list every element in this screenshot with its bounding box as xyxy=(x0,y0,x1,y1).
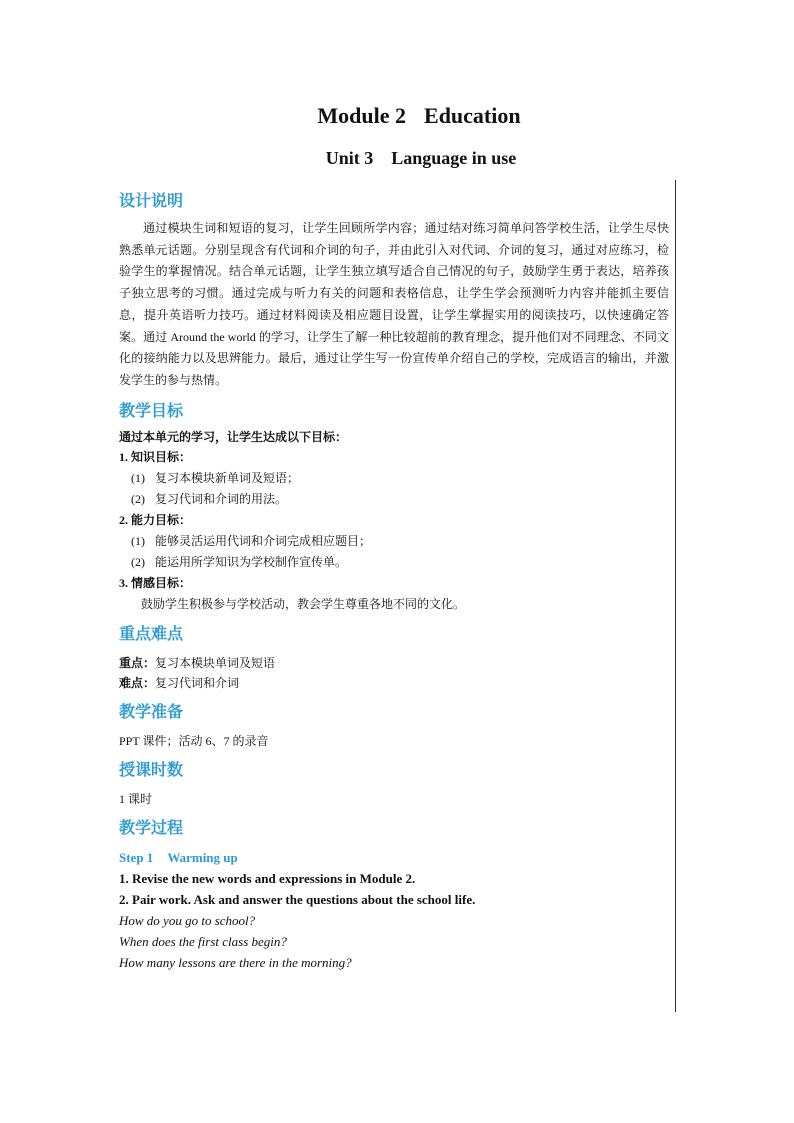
emotion-goal-title: 3. 情感目标： xyxy=(119,575,192,590)
process-section xyxy=(119,817,669,973)
instruction-line: 1. Revise the new words and expressions in Module 2. xyxy=(119,870,416,886)
difficult-point-line xyxy=(119,673,669,693)
item-number: (2) xyxy=(131,554,145,569)
ability-goal-item xyxy=(119,552,669,573)
section-heading-time: 授课时数 xyxy=(119,759,184,779)
section-heading-goals: 教学目标 xyxy=(119,400,184,420)
knowledge-goal-item xyxy=(119,468,669,489)
time-section xyxy=(119,759,669,809)
unit-topic: Language in use xyxy=(391,148,517,168)
design-section xyxy=(119,190,669,392)
item-text: 复习代词和介词的用法。 xyxy=(155,491,288,506)
question-line: How many lessons are there in the morning? xyxy=(119,954,352,970)
item-number: (1) xyxy=(131,470,145,485)
unit-title xyxy=(0,148,794,169)
step-title: Warming up xyxy=(167,849,238,865)
module-label: Module 2 xyxy=(317,103,407,128)
ability-goal-item xyxy=(119,531,669,552)
preparation-text: PPT 课件；活动 6、7 的录音 xyxy=(119,733,269,748)
module-title xyxy=(0,103,794,129)
key-point-label: 重点： xyxy=(119,655,156,670)
step-heading xyxy=(119,847,669,868)
knowledge-goal-title: 1. 知识目标： xyxy=(119,449,192,464)
instruction-line: 2. Pair work. Ask and answer the questions about the school life. xyxy=(119,891,476,907)
goals-section xyxy=(119,400,669,615)
item-number: (1) xyxy=(131,533,145,548)
item-number: (2) xyxy=(131,491,145,506)
ability-goal-title: 2. 能力目标： xyxy=(119,512,192,527)
goals-intro: 通过本单元的学习，让学生达成以下目标： xyxy=(119,429,348,444)
question-line: How do you go to school? xyxy=(119,912,256,928)
item-text: 能运用所学知识为学校制作宣传单。 xyxy=(155,554,348,569)
unit-label: Unit 3 xyxy=(325,148,374,168)
section-heading-key-points: 重点难点 xyxy=(119,623,184,643)
section-heading-design: 设计说明 xyxy=(119,191,184,210)
design-paragraph: 通过模块生词和短语的复习，让学生回顾所学内容；通过结对练习简单问答学校生活，让学生尽快熟悉单元话题。分别呈现含有代词和介词的句子，并由此引入对代词、介词的复习，通过对应练习，检验学生的掌握情况。结合单元话题，让学生独立填写适合自己情况的句子，鼓励学生勇于表达，培养孩子独立思考的习惯。通过完成与听力有关的问题和表格信息，让学生学会预测听力内容并能抓主要信息，提升英语听力技巧。通过材料阅读及相应题目设置，让学生掌握实用的阅读技巧，以快速确定答案。通过 Around the world 的学习，让学生了解一种比较超前的教育理念，提升他们对不同理念、不同文化的接纳能力以及思辨能力。最后，通过让学生写一份宣传单介绍自己的学校，完成语言的输出，并激发学生的参与热情。 xyxy=(119,221,669,387)
lesson-plan-body xyxy=(119,190,669,973)
section-heading-process: 教学过程 xyxy=(119,817,184,837)
step-label: Step 1 xyxy=(119,849,154,865)
question-line: When does the first class begin? xyxy=(119,933,287,949)
difficult-point-label: 难点： xyxy=(119,675,156,690)
module-topic: Education xyxy=(424,103,521,128)
preparation-section xyxy=(119,701,669,751)
item-text: 复习本模块新单词及短语； xyxy=(155,470,300,485)
key-point-text: 复习本模块单词及短语 xyxy=(155,655,276,670)
key-points-section xyxy=(119,623,669,693)
emotion-goal-text: 鼓励学生积极参与学校活动，教会学生尊重各地不同的文化。 xyxy=(141,596,466,611)
knowledge-goal-item xyxy=(119,489,669,510)
key-point-line xyxy=(119,653,669,673)
item-text: 能够灵活运用代词和介词完成相应题目； xyxy=(155,533,372,548)
time-text: 1 课时 xyxy=(119,791,153,806)
difficult-point-text: 复习代词和介词 xyxy=(155,675,240,690)
margin-rule xyxy=(675,180,676,1012)
section-heading-preparation: 教学准备 xyxy=(119,701,184,721)
